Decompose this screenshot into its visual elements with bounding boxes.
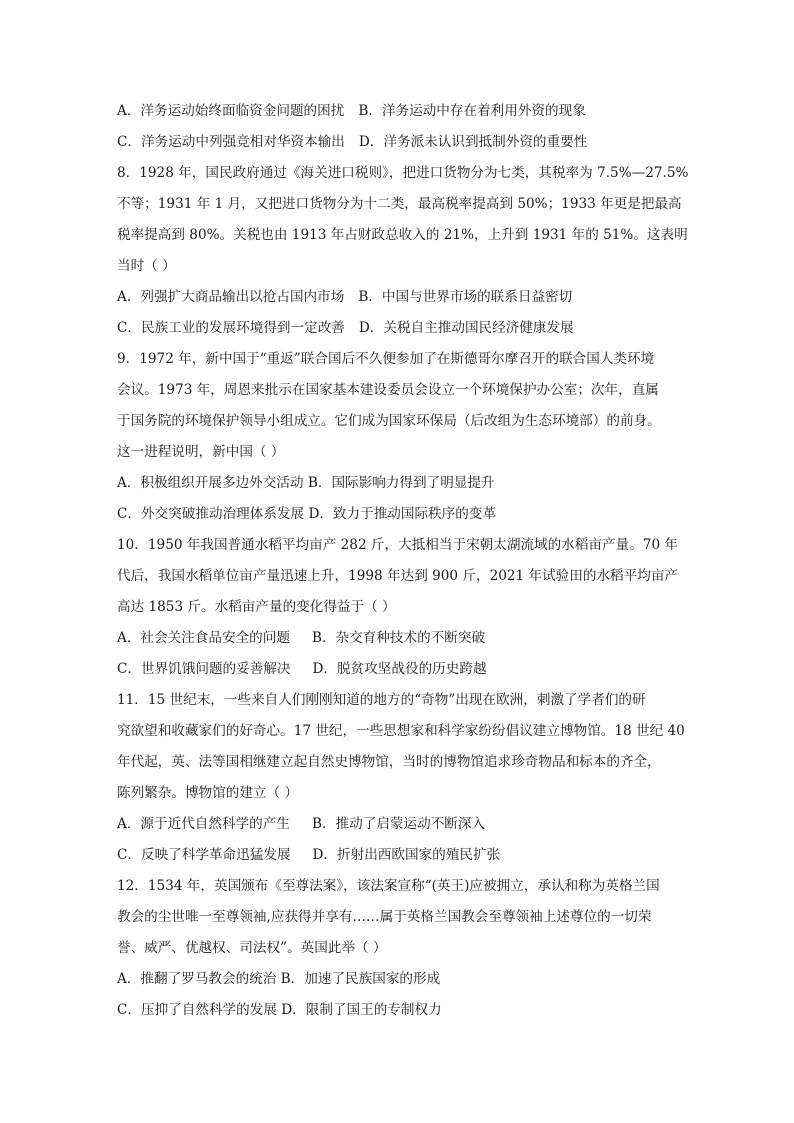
q8-stem-line: 税率提高到 80%。关税也由 1913 年占财政总收入的 21%，上升到 1931 年的 51%。这表明 [117,227,688,243]
q11-stem-line: 究欲望和收藏家们的好奇心。17 世纪，一些思想家和科学家纷纷倡议建立博物馆。18 世纪 40 [117,723,685,739]
q12-stem-line: 教会的尘世唯一至尊领袖,应获得并享有……属于英格兰国教会至尊领袖上述尊位的一切荣 [117,909,652,925]
q11-option-a: A．源于近代自然科学的产生 [117,816,290,832]
q11-options-row-1 [117,809,685,840]
q8-stem-line: 当时（ ） [117,258,176,274]
q8-options-row-2 [117,313,685,344]
q8-option-a: A．列强扩大商品输出以抢占国内市场 [117,289,345,305]
q7-option-d: D．洋务派未认识到抵制外资的重要性 [358,134,588,150]
q8-option-c: C．民族工业的发展环境得到一定改善 [117,320,345,336]
q8-option-d: D．关税自主推动国民经济健康发展 [358,320,574,336]
q9-options-c-d: C．外交突破推动治理体系发展 D．致力于推动国际秩序的变革 [117,506,497,522]
q8-stem-line: 8．1928 年，国民政府通过《海关进口税则》，把进口货物分为七类，其税率为 7.5%—27.5% [117,165,689,181]
q12-options-c-d: C．压抑了自然科学的发展 D．限制了国王的专制权力 [117,1002,442,1018]
exam-page [117,96,689,1026]
q11-stem-line: 11．15 世纪末，一些来自人们刚刚知道的地方的“奇物”出现在欧洲，刺激了学者们的研 [117,692,646,708]
q9-options-row-1 [117,468,685,499]
q10-option-b: B．杂交育种技术的不断突破 [311,630,486,646]
q12-stem-line: 12．1534 年，英国颁布《至尊法案》，该法案宣称“(英王)应被拥立，承认和称为英格兰国 [117,878,660,894]
q9-stem-line: 9．1972 年，新中国于“重返”联合国后不久便参加了在斯德哥尔摩召开的联合国人类环境 [117,351,655,367]
q7-option-b: B．洋务运动中存在着利用外资的现象 [358,103,586,119]
q10-option-c: C．世界饥饿问题的妥善解决 [117,661,291,677]
q10-stem-line: 代后，我国水稻单位亩产量迅速上升，1998 年达到 900 斤，2021 年试验田的水稻平均亩产 [117,568,679,584]
q10-option-d: D．脱贫攻坚战役的历史跨越 [312,661,487,677]
q12-stem-line: 誉、威严、优越权、司法权”。英国此举（ ） [117,940,387,956]
q10-stem-line: 高达 1853 斤。水稻亩产量的变化得益于（ ） [117,599,396,615]
q12-options-row-2 [117,995,685,1026]
q11-option-b: B．推动了启蒙运动不断深入 [311,816,486,832]
q10-options-row-1 [117,623,685,654]
q7-options-row-2 [117,127,685,158]
q10-option-a: A．社会关注食品安全的问题 [117,630,290,646]
q7-option-c: C．洋务运动中列强竞相对华资本输出 [117,134,345,150]
q11-options-row-2 [117,840,685,871]
q11-option-d: D．折射出西欧国家的殖民扩张 [312,847,501,863]
q8-option-b: B．中国与世界市场的联系日益密切 [358,289,573,305]
q9-stem-line: 于国务院的环境保护领导小组成立。它们成为国家环保局（后改组为生态环境部）的前身。 [117,413,661,429]
q9-options-row-2 [117,499,685,530]
q7-options-row-1 [117,96,685,127]
q10-options-row-2 [117,654,685,685]
q9-stem-line: 会议。1973 年，周恩来批示在国家基本建设委员会设立一个环境保护办公室；次年，直属 [117,382,659,398]
q12-options-a-b: A．推翻了罗马教会的统治 B．加速了民族国家的形成 [117,971,441,987]
q9-stem-line: 这一进程说明，新中国（ ） [117,444,285,460]
q8-stem-line: 不等；1931 年 1 月，又把进口货物分为十二类，最高税率提高到 50%；1933 年更是把最高 [117,196,682,212]
q11-stem-line: 陈列繁杂。博物馆的建立（ ） [117,785,299,801]
q11-option-c: C．反映了科学革命迅猛发展 [117,847,291,863]
q11-stem-line: 年代起，英、法等国相继建立起自然史博物馆，当时的博物馆追求珍奇物品和标本的齐全， [117,754,661,770]
q10-stem-line: 10．1950 年我国普通水稻平均亩产 282 斤，大抵相当于宋朝太湖流域的水稻亩产量。70 年 [117,537,679,553]
q8-options-row-1 [117,282,685,313]
q12-options-row-1 [117,964,685,995]
q7-option-a: A．洋务运动始终面临资金问题的困扰 [117,103,345,119]
q9-options-a-b: A．积极组织开展多边外交活动 B．国际影响力得到了明显提升 [117,475,495,491]
